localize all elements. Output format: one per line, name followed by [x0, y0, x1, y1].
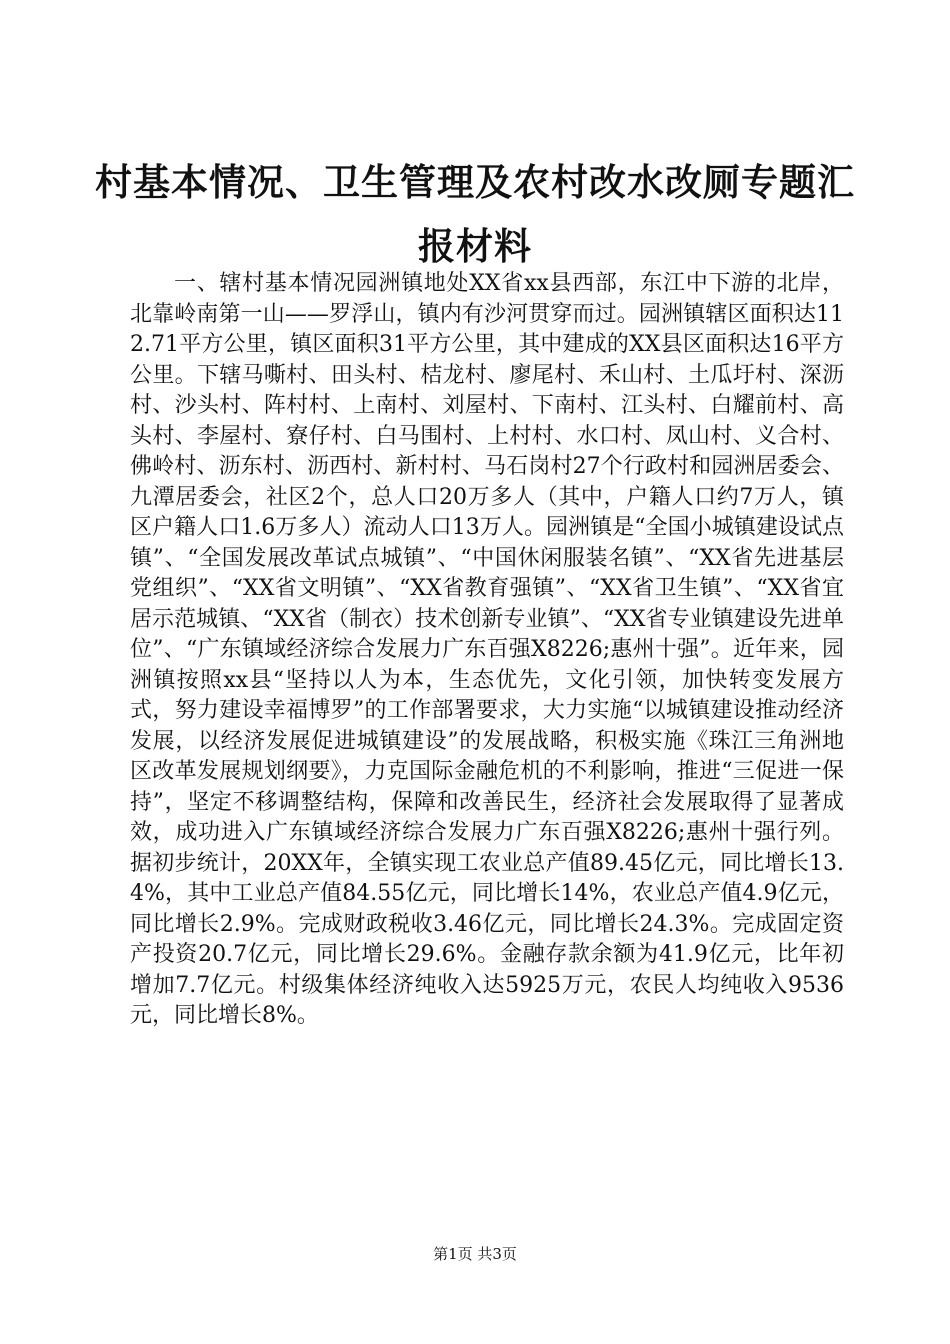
page-title: 村基本情况、卫生管理及农村改水改厕专题汇报材料: [95, 160, 855, 268]
body-paragraph: 一、辖村基本情况园洲镇地处XX省xx县西部，东江中下游的北岸，北靠岭南第一山——罗浮山，镇内有沙河贯穿而过。园洲镇辖区面积达112.71平方公里，镇区面积31平方公里，其中建成的XX县区面积达16平方公里。下辖马嘶村、田头村、桔龙村、廖尾村、禾山村、土瓜圩村、深沥村、沙头村、阵村村、上南村、刘屋村、下南村、江头村、白耀前村、高头村、李屋村、寮仔村、白马围村、上村村、水口村、凤山村、义合村、佛岭村、沥东村、沥西村、新村村、马石岗村27个行政村和园洲居委会、九潭居委会，社区2个，总人口20万多人（其中，户籍人口约7万人，镇区户籍人口1.6万多人）流动人口13万人。园洲镇是“全国小城镇建设试点镇”、“全国发展改革试点城镇”、“中国休闲服装名镇”、“XX省先进基层党组织”、“XX省文明镇”、“XX省教育强镇”、“XX省卫生镇”、“XX省宜居示范城镇、“XX省（制衣）技术创新专业镇”、“XX省专业镇建设先进单位”、“广东镇域经济综合发展力广东百强X8226;惠州十强”。近年来，园洲镇按照xx县“坚持以人为本，生态优先，文化引领，加快转变发展方式，努力建设幸福博罗”的工作部署要求，大力实施“以城镇建设推动经济发展，以经济发展促进城镇建设”的发展战略，积极实施《珠江三角洲地区改革发展规划纲要》，力克国际金融危机的不利影响，推进“三促进一保持”，坚定不移调整结构，保障和改善民生，经济社会发展取得了显著成效，成功进入广东镇域经济综合发展力广东百强X8226;惠州十强行列。据初步统计，20XX年，全镇实现工农业总产值89.45亿元，同比增长13.4%，其中工业总产值84.55亿元，同比增长14%，农业总产值4.9亿元，同比增长2.9%。完成财政税收3.46亿元，同比增长24.3%。完成固定资产投资20.7亿元，同比增长29.6%。金融存款余额为41.9亿元，比年初增加7.7亿元。村级集体经济纯收入达5925万元，农民人均纯收入9536元，同比增长8%。: [130, 271, 844, 1028]
page-number: 第1页 共3页: [433, 1245, 517, 1263]
